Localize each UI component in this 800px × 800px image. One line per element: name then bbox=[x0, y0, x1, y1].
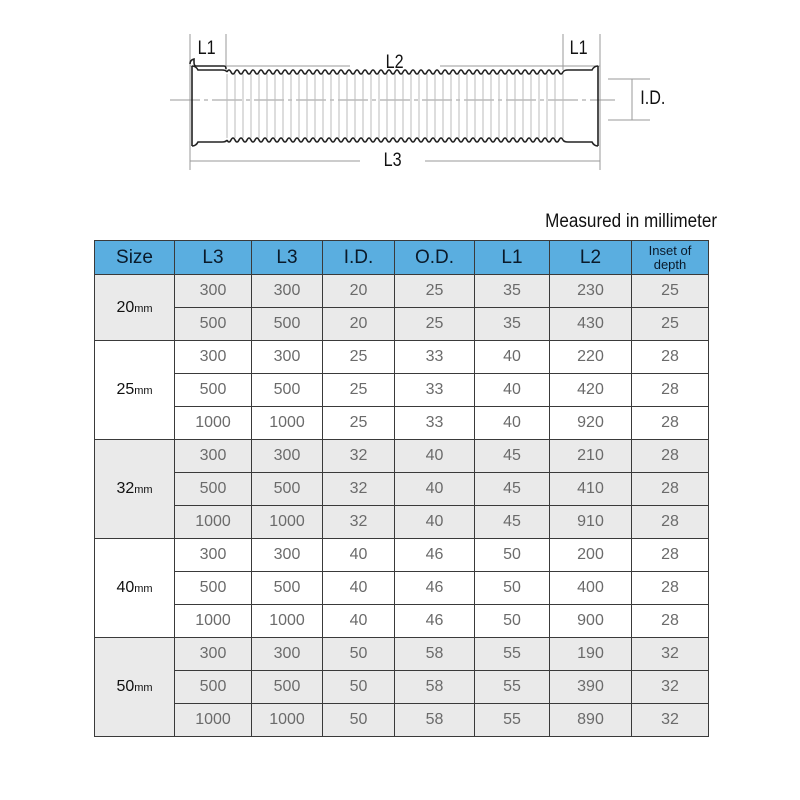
table-cell: 32 bbox=[632, 704, 709, 737]
table-cell: 200 bbox=[550, 539, 632, 572]
label-l1-left: L1 bbox=[197, 38, 216, 59]
table-cell: 40 bbox=[323, 605, 395, 638]
table-cell: 32 bbox=[632, 638, 709, 671]
table-row bbox=[95, 473, 709, 506]
table-cell: 58 bbox=[395, 638, 475, 671]
unit-caption: Measured in millimeter bbox=[544, 211, 717, 232]
table-cell: 300 bbox=[175, 638, 252, 671]
table-cell: 25 bbox=[395, 308, 475, 341]
table-cell: 500 bbox=[175, 671, 252, 704]
table-cell: 40 bbox=[475, 407, 550, 440]
table-cell: 40 bbox=[323, 539, 395, 572]
table-row bbox=[95, 638, 709, 671]
size-cell bbox=[95, 440, 175, 539]
size-value: 20 bbox=[116, 298, 135, 316]
table-row bbox=[95, 440, 709, 473]
table-cell: 420 bbox=[550, 374, 632, 407]
size-unit: mm bbox=[134, 682, 153, 694]
table-cell: 500 bbox=[252, 572, 323, 605]
label-l3: L3 bbox=[383, 150, 402, 171]
table-cell: 55 bbox=[475, 704, 550, 737]
table-cell: 190 bbox=[550, 638, 632, 671]
table-cell: 35 bbox=[475, 275, 550, 308]
table-cell: 300 bbox=[252, 539, 323, 572]
table-cell: 25 bbox=[632, 275, 709, 308]
table-cell: 28 bbox=[632, 407, 709, 440]
header-id: I.D. bbox=[323, 241, 395, 275]
table-cell: 300 bbox=[252, 341, 323, 374]
header-l1: L1 bbox=[475, 241, 550, 275]
header-l2: L2 bbox=[550, 241, 632, 275]
table-cell: 410 bbox=[550, 473, 632, 506]
header-l3: L3 bbox=[252, 241, 323, 275]
header-l3: L3 bbox=[175, 241, 252, 275]
table-cell: 32 bbox=[323, 506, 395, 539]
label-l1-right: L1 bbox=[569, 38, 588, 59]
table-cell: 33 bbox=[395, 374, 475, 407]
table-cell: 50 bbox=[475, 539, 550, 572]
table-cell: 1000 bbox=[252, 506, 323, 539]
table-cell: 300 bbox=[175, 539, 252, 572]
hose-diagram bbox=[170, 30, 666, 180]
table-cell: 55 bbox=[475, 638, 550, 671]
table-cell: 500 bbox=[252, 671, 323, 704]
table-cell: 40 bbox=[475, 374, 550, 407]
table-cell: 300 bbox=[252, 275, 323, 308]
table-cell: 40 bbox=[395, 440, 475, 473]
table-row bbox=[95, 275, 709, 308]
size-cell bbox=[95, 341, 175, 440]
table-cell: 33 bbox=[395, 341, 475, 374]
table-cell: 430 bbox=[550, 308, 632, 341]
table-cell: 28 bbox=[632, 605, 709, 638]
table-cell: 46 bbox=[395, 605, 475, 638]
table-cell: 28 bbox=[632, 539, 709, 572]
spec-table bbox=[94, 240, 709, 737]
table-cell: 890 bbox=[550, 704, 632, 737]
table-cell: 35 bbox=[475, 308, 550, 341]
table-cell: 25 bbox=[395, 275, 475, 308]
size-value: 32 bbox=[116, 480, 135, 497]
header-size: Size bbox=[95, 241, 175, 275]
table-row bbox=[95, 572, 709, 605]
table-cell: 1000 bbox=[252, 407, 323, 440]
table-cell: 20 bbox=[323, 275, 395, 308]
table-cell: 28 bbox=[632, 506, 709, 539]
table-cell: 28 bbox=[632, 440, 709, 473]
table-cell: 500 bbox=[175, 572, 252, 605]
table-cell: 300 bbox=[175, 341, 252, 374]
size-cell bbox=[95, 539, 175, 638]
size-value: 50 bbox=[116, 678, 135, 695]
table-cell: 210 bbox=[550, 440, 632, 473]
size-unit: mm bbox=[134, 385, 153, 397]
table-cell: 300 bbox=[252, 440, 323, 473]
table-cell: 500 bbox=[175, 308, 252, 341]
table-cell: 300 bbox=[252, 638, 323, 671]
table-row bbox=[95, 605, 709, 638]
table-cell: 40 bbox=[475, 341, 550, 374]
table-cell: 500 bbox=[252, 374, 323, 407]
table-row bbox=[95, 539, 709, 572]
size-unit: mm bbox=[134, 484, 153, 496]
table-cell: 32 bbox=[632, 671, 709, 704]
table-cell: 46 bbox=[395, 539, 475, 572]
table-cell: 46 bbox=[395, 572, 475, 605]
table-cell: 1000 bbox=[252, 704, 323, 737]
table-cell: 1000 bbox=[175, 704, 252, 737]
table-cell: 28 bbox=[632, 572, 709, 605]
table-cell: 910 bbox=[550, 506, 632, 539]
table-cell: 32 bbox=[323, 440, 395, 473]
table-cell: 500 bbox=[252, 473, 323, 506]
table-cell: 230 bbox=[550, 275, 632, 308]
table-cell: 28 bbox=[632, 341, 709, 374]
table-row bbox=[95, 671, 709, 704]
table-cell: 33 bbox=[395, 407, 475, 440]
table-cell: 40 bbox=[395, 506, 475, 539]
table-cell: 500 bbox=[175, 473, 252, 506]
table-cell: 40 bbox=[395, 473, 475, 506]
table-row bbox=[95, 506, 709, 539]
table-cell: 58 bbox=[395, 704, 475, 737]
table-cell: 55 bbox=[475, 671, 550, 704]
table-cell: 32 bbox=[323, 473, 395, 506]
table-cell: 1000 bbox=[175, 407, 252, 440]
table-cell: 50 bbox=[323, 638, 395, 671]
header-od: O.D. bbox=[395, 241, 475, 275]
table-cell: 1000 bbox=[175, 605, 252, 638]
table-cell: 25 bbox=[323, 407, 395, 440]
table-cell: 400 bbox=[550, 572, 632, 605]
table-cell: 50 bbox=[323, 671, 395, 704]
table-row bbox=[95, 308, 709, 341]
table-cell: 40 bbox=[323, 572, 395, 605]
table-row bbox=[95, 704, 709, 737]
table-cell: 25 bbox=[632, 308, 709, 341]
table-cell: 300 bbox=[175, 440, 252, 473]
table-cell: 45 bbox=[475, 473, 550, 506]
table-cell: 25 bbox=[323, 341, 395, 374]
table-cell: 900 bbox=[550, 605, 632, 638]
table-cell: 45 bbox=[475, 440, 550, 473]
label-id: I.D. bbox=[640, 88, 666, 109]
size-value: 25 bbox=[116, 381, 135, 398]
table-cell: 45 bbox=[475, 506, 550, 539]
table-cell: 1000 bbox=[252, 605, 323, 638]
table-cell: 25 bbox=[323, 374, 395, 407]
size-unit: mm bbox=[134, 583, 153, 595]
table-cell: 390 bbox=[550, 671, 632, 704]
table-cell: 20 bbox=[323, 308, 395, 341]
size-cell bbox=[95, 275, 175, 341]
table-cell: 50 bbox=[323, 704, 395, 737]
table-header-row bbox=[95, 241, 709, 275]
label-l2: L2 bbox=[385, 52, 404, 73]
table-cell: 920 bbox=[550, 407, 632, 440]
table-row bbox=[95, 341, 709, 374]
table-cell: 500 bbox=[252, 308, 323, 341]
table-cell: 28 bbox=[632, 374, 709, 407]
table-row bbox=[95, 407, 709, 440]
table-cell: 1000 bbox=[175, 506, 252, 539]
size-value: 40 bbox=[116, 579, 135, 596]
size-unit: mm bbox=[134, 302, 153, 315]
table-cell: 28 bbox=[632, 473, 709, 506]
table-cell: 50 bbox=[475, 605, 550, 638]
table-cell: 58 bbox=[395, 671, 475, 704]
table-cell: 50 bbox=[475, 572, 550, 605]
table-cell: 220 bbox=[550, 341, 632, 374]
size-cell bbox=[95, 638, 175, 737]
table-row bbox=[95, 374, 709, 407]
table-cell: 500 bbox=[175, 374, 252, 407]
header-inset-depth: Inset of depth bbox=[632, 241, 709, 275]
table-cell: 300 bbox=[175, 275, 252, 308]
